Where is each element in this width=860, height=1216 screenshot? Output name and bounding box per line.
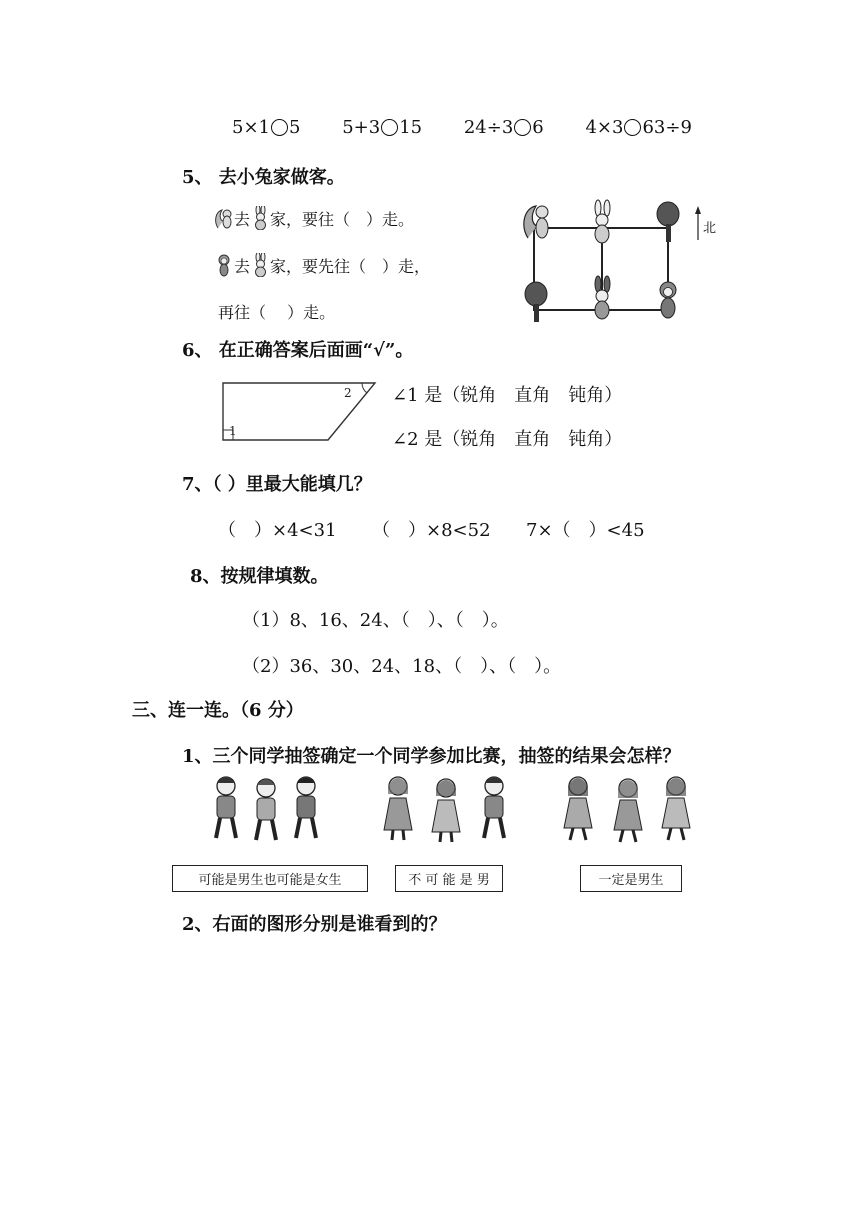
- tree-icon: [657, 202, 679, 242]
- north-label: 北: [703, 221, 717, 236]
- q7-item-3: 7×（ ）<45: [526, 520, 645, 541]
- answer-box-not-boy[interactable]: 不 可 能 是 男: [395, 865, 503, 892]
- compare-circle[interactable]: [271, 119, 288, 136]
- angle-2-label: 2: [344, 386, 352, 400]
- monkey-icon: [214, 253, 234, 277]
- angle-1-label: 1: [229, 424, 237, 438]
- q4-item-4: 4×3 63÷9: [585, 117, 692, 138]
- girl-icon: [564, 777, 592, 840]
- q7-title: 7、（ ）里最大能填几？: [182, 474, 372, 495]
- tree-icon: [525, 282, 547, 322]
- squirrel-icon: [214, 206, 234, 230]
- q8-line-2: （2）36、30、24、18、（ ）、（ ）。: [242, 656, 562, 677]
- q4-item-2: 5+3 15: [342, 117, 423, 138]
- section-3-q1: 1、三个同学抽签确定一个同学参加比赛，抽签的结果会怎样？: [182, 746, 681, 767]
- boy-icon: [296, 777, 316, 838]
- parallelogram-figure: [220, 380, 380, 444]
- compare-circle[interactable]: [514, 119, 531, 136]
- monkey-icon: [660, 282, 676, 318]
- north-arrow-icon: [695, 206, 701, 240]
- answer-box-must-boy[interactable]: 一定是男生: [580, 865, 682, 892]
- answer-box-maybe[interactable]: 可能是男生也可能是女生: [172, 865, 368, 892]
- compare-circle[interactable]: [624, 119, 641, 136]
- section-3-q2: 2、右面的图形分别是谁看到的？: [182, 914, 447, 935]
- kids-group-boys: [208, 772, 328, 844]
- boy-icon: [216, 777, 236, 838]
- rabbit-icon: [250, 206, 270, 230]
- girl-icon: [432, 779, 460, 842]
- q5-line3: 再往（ ）走。: [218, 303, 336, 322]
- squirrel-icon: [524, 206, 548, 238]
- q8-title: 8、按规律填数。: [190, 566, 329, 587]
- boy-icon: [484, 777, 504, 838]
- q4-item-1: 5×1 5: [232, 117, 301, 138]
- q6-option-1: ∠1 是（锐角 直角 钝角）: [392, 385, 623, 406]
- q5-line2: 去 家，要先往（ ）走，: [214, 253, 430, 277]
- girl-icon: [662, 777, 690, 840]
- kids-group-girls: [558, 772, 698, 844]
- section-3-title: 三、连一连。（6 分）: [132, 700, 304, 721]
- compare-circle[interactable]: [381, 119, 398, 136]
- q5-title: 5、 去小兔家做客。: [182, 167, 345, 188]
- q7-item-1: （ ）×4<31: [218, 520, 337, 541]
- q6-option-2: ∠2 是（锐角 直角 钝角）: [392, 429, 623, 450]
- direction-map: [518, 198, 728, 324]
- q6-title: 6、 在正确答案后面画“√”。: [182, 340, 414, 361]
- girl-icon: [614, 779, 642, 842]
- q7-item-2: （ ）×8<52: [372, 520, 491, 541]
- boy-icon: [256, 779, 276, 840]
- rabbit-icon: [250, 253, 270, 277]
- rabbit-icon: [595, 200, 610, 243]
- q8-line-1: （1）8、16、24、（ ）、（ ）。: [242, 610, 509, 631]
- q5-line1: 去 家，要往（ ）走。: [214, 206, 414, 230]
- kids-group-mixed: [378, 772, 518, 844]
- q4-item-3: 24÷3 6: [463, 117, 544, 138]
- q4-row: [232, 117, 692, 138]
- girl-icon: [384, 777, 412, 840]
